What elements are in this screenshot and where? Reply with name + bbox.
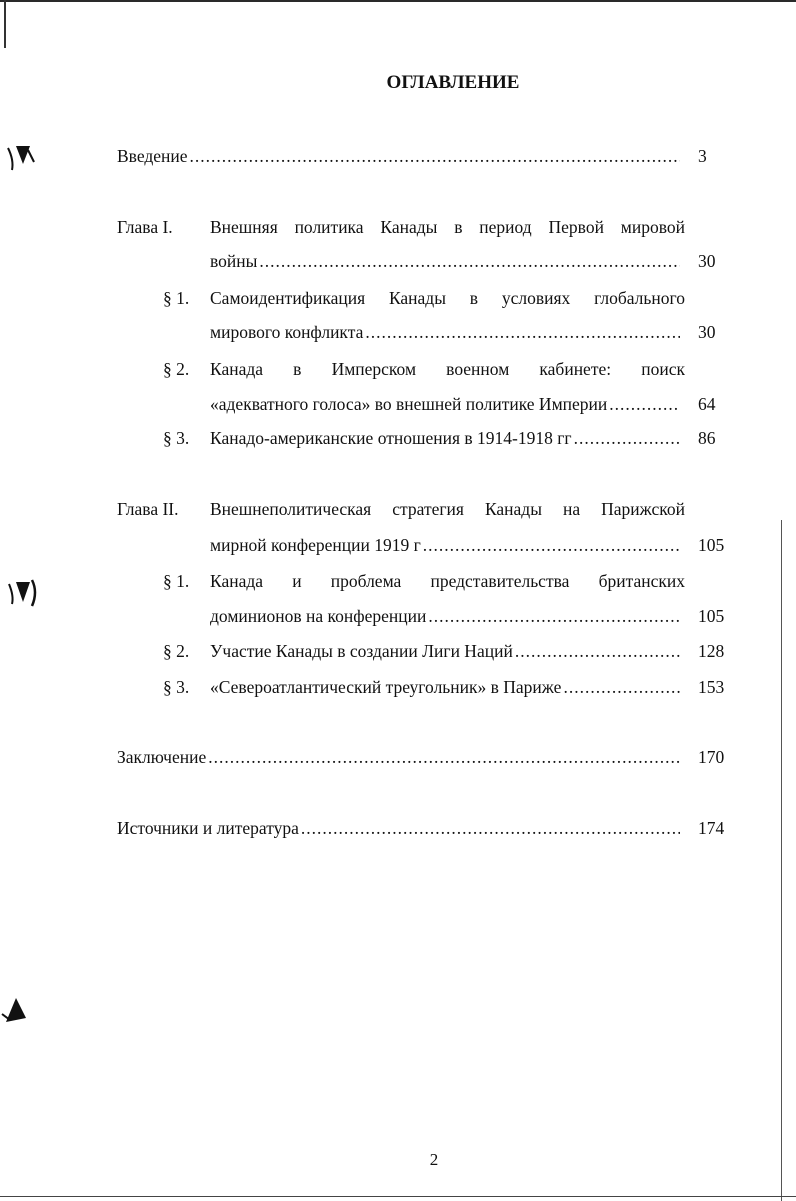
toc-page-number: 30 bbox=[698, 322, 716, 342]
toc-entry-title-line1: Внешнеполитическая стратегия Канады на Парижской bbox=[210, 499, 685, 519]
binding-mark-icon bbox=[0, 992, 34, 1026]
toc-page-number: 128 bbox=[698, 641, 725, 661]
section-label: § 1. bbox=[163, 571, 190, 591]
section-label: § 1. bbox=[163, 288, 190, 308]
chapter-label: Глава I. bbox=[117, 217, 173, 237]
toc-entry-title-line2: доминионов на конференции ..... bbox=[210, 605, 682, 627]
toc-entry-title: «Североатлантический треугольник» в Париже bbox=[210, 677, 562, 697]
toc-entry-title-line2: войны ..... bbox=[210, 250, 682, 272]
toc-page-number: 153 bbox=[698, 677, 725, 697]
section-label: § 3. bbox=[163, 677, 190, 697]
toc-page-number: 30 bbox=[698, 251, 716, 271]
toc-page-number: 3 bbox=[698, 146, 707, 166]
toc-entry-title: Введение bbox=[117, 146, 188, 166]
toc-entry-title-line1: Канада и проблема представительства британских bbox=[210, 571, 685, 591]
leader-dots bbox=[515, 640, 680, 662]
toc-entry-conclusion bbox=[117, 746, 682, 768]
scan-edge-top bbox=[0, 0, 796, 2]
toc-entry-sources bbox=[117, 817, 682, 839]
scan-edge-bottom bbox=[0, 1196, 796, 1197]
leader-dots bbox=[301, 817, 680, 839]
section-label: § 2. bbox=[163, 359, 190, 379]
leader-dots bbox=[259, 250, 680, 272]
toc-page-number: 64 bbox=[698, 394, 716, 414]
toc-entry-ch2-s3 bbox=[210, 676, 682, 698]
page-title: ОГЛАВЛЕНИЕ bbox=[386, 72, 520, 93]
toc-page-number: 170 bbox=[698, 747, 725, 767]
leader-dots bbox=[365, 321, 680, 343]
leader-dots bbox=[609, 393, 680, 415]
leader-dots bbox=[574, 427, 680, 449]
leader-dots bbox=[190, 145, 680, 167]
toc-entry-title-line1: Самоидентификация Канады в условиях глобального bbox=[210, 288, 685, 308]
toc-entry-ch2-s2 bbox=[210, 640, 682, 662]
binding-mark-icon bbox=[6, 574, 40, 608]
toc-page-number: 86 bbox=[698, 428, 716, 448]
toc-entry-title: Канадо-американские отношения в 1914-1918 гг bbox=[210, 428, 572, 448]
page-number: 2 bbox=[429, 1150, 439, 1169]
leader-dots bbox=[423, 534, 680, 556]
toc-entry-title-line2: мирной конференции 1919 г ..... bbox=[210, 534, 682, 556]
toc-entry-intro bbox=[117, 145, 682, 167]
toc-entry-title-line2: «адекватного голоса» во внешней политике Империи ..... bbox=[210, 393, 682, 415]
scan-edge-left bbox=[4, 0, 6, 48]
section-label: § 3. bbox=[163, 428, 190, 448]
leader-dots bbox=[208, 746, 680, 768]
toc-entry-title-line1: Внешняя политика Канады в период Первой мировой bbox=[210, 217, 685, 237]
toc-entry-title: Заключение bbox=[117, 747, 207, 767]
scan-edge-right bbox=[781, 520, 782, 1201]
chapter-label: Глава II. bbox=[117, 499, 179, 519]
toc-entry-title-line1: Канада в Имперском военном кабинете: поиск bbox=[210, 359, 685, 379]
toc-entry-title: Источники и литература bbox=[117, 818, 299, 838]
toc-entry-ch1-s3 bbox=[210, 427, 682, 449]
toc-page-number: 105 bbox=[698, 535, 725, 555]
section-label: § 2. bbox=[163, 641, 190, 661]
toc-page-number: 174 bbox=[698, 818, 725, 838]
leader-dots bbox=[428, 605, 680, 627]
toc-entry-title-line2: мирового конфликта ..... bbox=[210, 321, 682, 343]
binding-mark-icon bbox=[4, 140, 38, 174]
toc-entry-title: Участие Канады в создании Лиги Наций bbox=[210, 641, 513, 661]
leader-dots bbox=[563, 676, 680, 698]
toc-page-number: 105 bbox=[698, 606, 725, 626]
